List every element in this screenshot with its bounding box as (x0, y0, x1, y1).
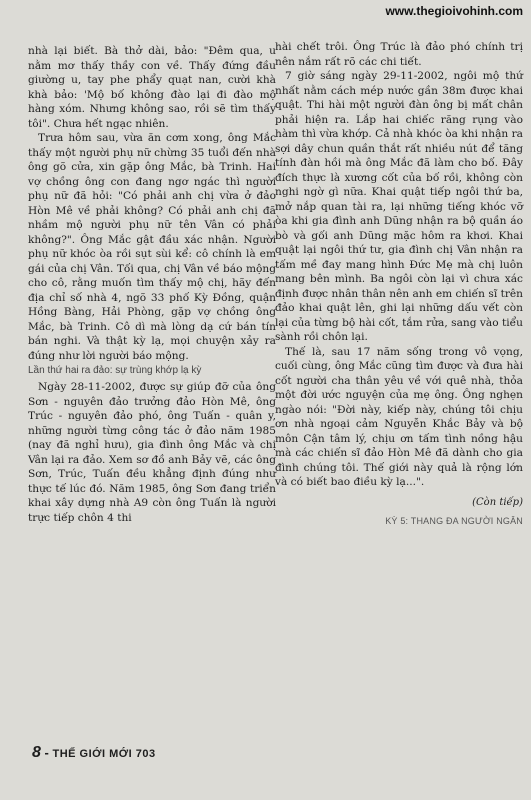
paragraph: Trưa hôm sau, vừa ăn cơm xong, ông Mắc thấy một người phụ nữ chừng 35 tuổi đến nhà ông gõ cửa, xin gặp ông Mắc, bà Trinh. Hai vợ chồng ông con đang ngơ ngác thì người phụ nữ đã hỏi: "Có phải anh chị vừa ở đảo Hòn Mê về phải không? Có phải anh chị đã nhầm mộ người phụ nữ tên Vân có phải không?". Ông Mắc gật đầu xác nhận. Người phụ nữ khóc òa rồi sụt sùi kể: cô chính là em gái của chị Vân. Tối qua, chị Vân về báo mộng cho cô, rằng muốn tìm thấy mộ chị, hãy đến địa chỉ số nhà 4, ngõ 33 phố Kỳ Đồng, quận Hồng Bàng, Hải Phòng, gặp vợ chồng ông Mắc, bà Trinh. Cô dì mà lòng dạ cứ bán tín bán nghi. Và thật kỳ lạ, mọi chuyện xảy ra đúng như lời người báo mộng. (28, 132, 276, 362)
website-watermark: www.thegioivohinh.com (385, 4, 523, 18)
paragraph: Thế là, sau 17 năm sống trong vô vọng, cuối cùng, ông Mắc cũng tìm được và đưa hài cốt người cha thân yêu về với quê nhà, thỏa một đời ước nguyện của mẹ ông. Ông nghẹn ngào nói: "Đời này, kiếp này, chúng tôi chịu ơn nhà ngoại cảm Nguyễn Khắc Bảy và bộ môn Cận tâm lý, chịu ơn tấm tình nồng hậu mà các chiến sĩ đảo Hòn Mê đã dành cho gia đình chúng tôi. Thế giới này quả là rộng lớn và có biết bao điều kỳ lạ...". (275, 345, 523, 488)
paragraph: nhà lại biết. Bà thở dài, bảo: "Đêm qua, u nằm mơ thấy thầy con về. Thấy đứng đầu giường u, tay phe phẩy quạt nan, cười khà khà bảo: 'Mộ bố không đào lại đi đào mộ hàng xóm. Nhưng không sao, rồi sẽ tìm thấy tôi". Chưa hết ngạc nhiên. (28, 45, 276, 130)
continues-note: (Còn tiếp) (472, 496, 523, 508)
paragraph: 7 giờ sáng ngày 29-11-2002, ngôi mộ thứ nhất nằm cách mép nước gần 38m được khai quật. Thi hài một người đàn ông bị mất chân phải hiện ra. Lắp hai chiếc răng rụng vào hàm thì vừa khớp. Cả nhà khóc òa khi nhận ra sợi dây chun quần thắt rất nhiều nút để tăng tính đàn hồi mà ông Mắc đã làm cho bố. Đây đích thực là xương cốt của bố rồi, không còn nghi ngờ gì nữa. Khai quật tiếp ngôi thứ ba, mở nắp quan tài ra, lại những tiếng khóc vỡ òa khi gia đình anh Dũng nhận ra bộ quần áo bò và gối anh Dũng mặc hôm ra khơi. Khai quật lại ngôi thứ tư, gia đình chị Vân nhận ra tấm mề đay mang hình Đức Mẹ mà chị luôn mang bên mình. Ba ngôi còn lại vì chưa xác định được nhân thân nên anh em chiến sĩ trên đảo khai quật lên, ghi lại những dấu vết còn lại của từng bộ hài cốt, tắm rửa, sang vào tiểu sành rồi chôn lại. (275, 70, 523, 343)
right-column (275, 40, 523, 529)
page-footer (32, 744, 156, 762)
section-heading: Lần thứ hai ra đảo: sự trùng khớp lạ kỳ (28, 365, 202, 376)
magazine-name: THẾ GIỚI MỚI 703 (52, 748, 156, 760)
paragraph: hài chết trôi. Ông Trúc là đảo phó chính trị nên nắm rất rõ các chi tiết. (275, 41, 523, 68)
footer-separator: - (40, 745, 53, 760)
page-number: 8 (32, 744, 41, 761)
paragraph: Ngày 28-11-2002, được sự giúp đỡ của ông Sơn - nguyên đảo trưởng đảo Hòn Mê, ông Trúc - nguyên đảo phó, ông Tuấn - quân y, những người từng công tác ở đảo năm 1985 (nay đã nghỉ hưu), gia đình ông Mắc và chị Vân lại ra đảo. Xem sơ đồ anh Bảy vẽ, các ông Sơn, Trúc, Tuấn đều khẳng định đúng như thực tế lúc đó. Năm 1985, ông Sơn đang triển khai xây dựng nhà A9 còn ông Tuấn là người trực tiếp chôn 4 thi (28, 381, 276, 524)
left-column (28, 44, 276, 525)
author-credit: KỲ 5: THANG ĐA NGƯỜI NGÂN (385, 516, 523, 526)
